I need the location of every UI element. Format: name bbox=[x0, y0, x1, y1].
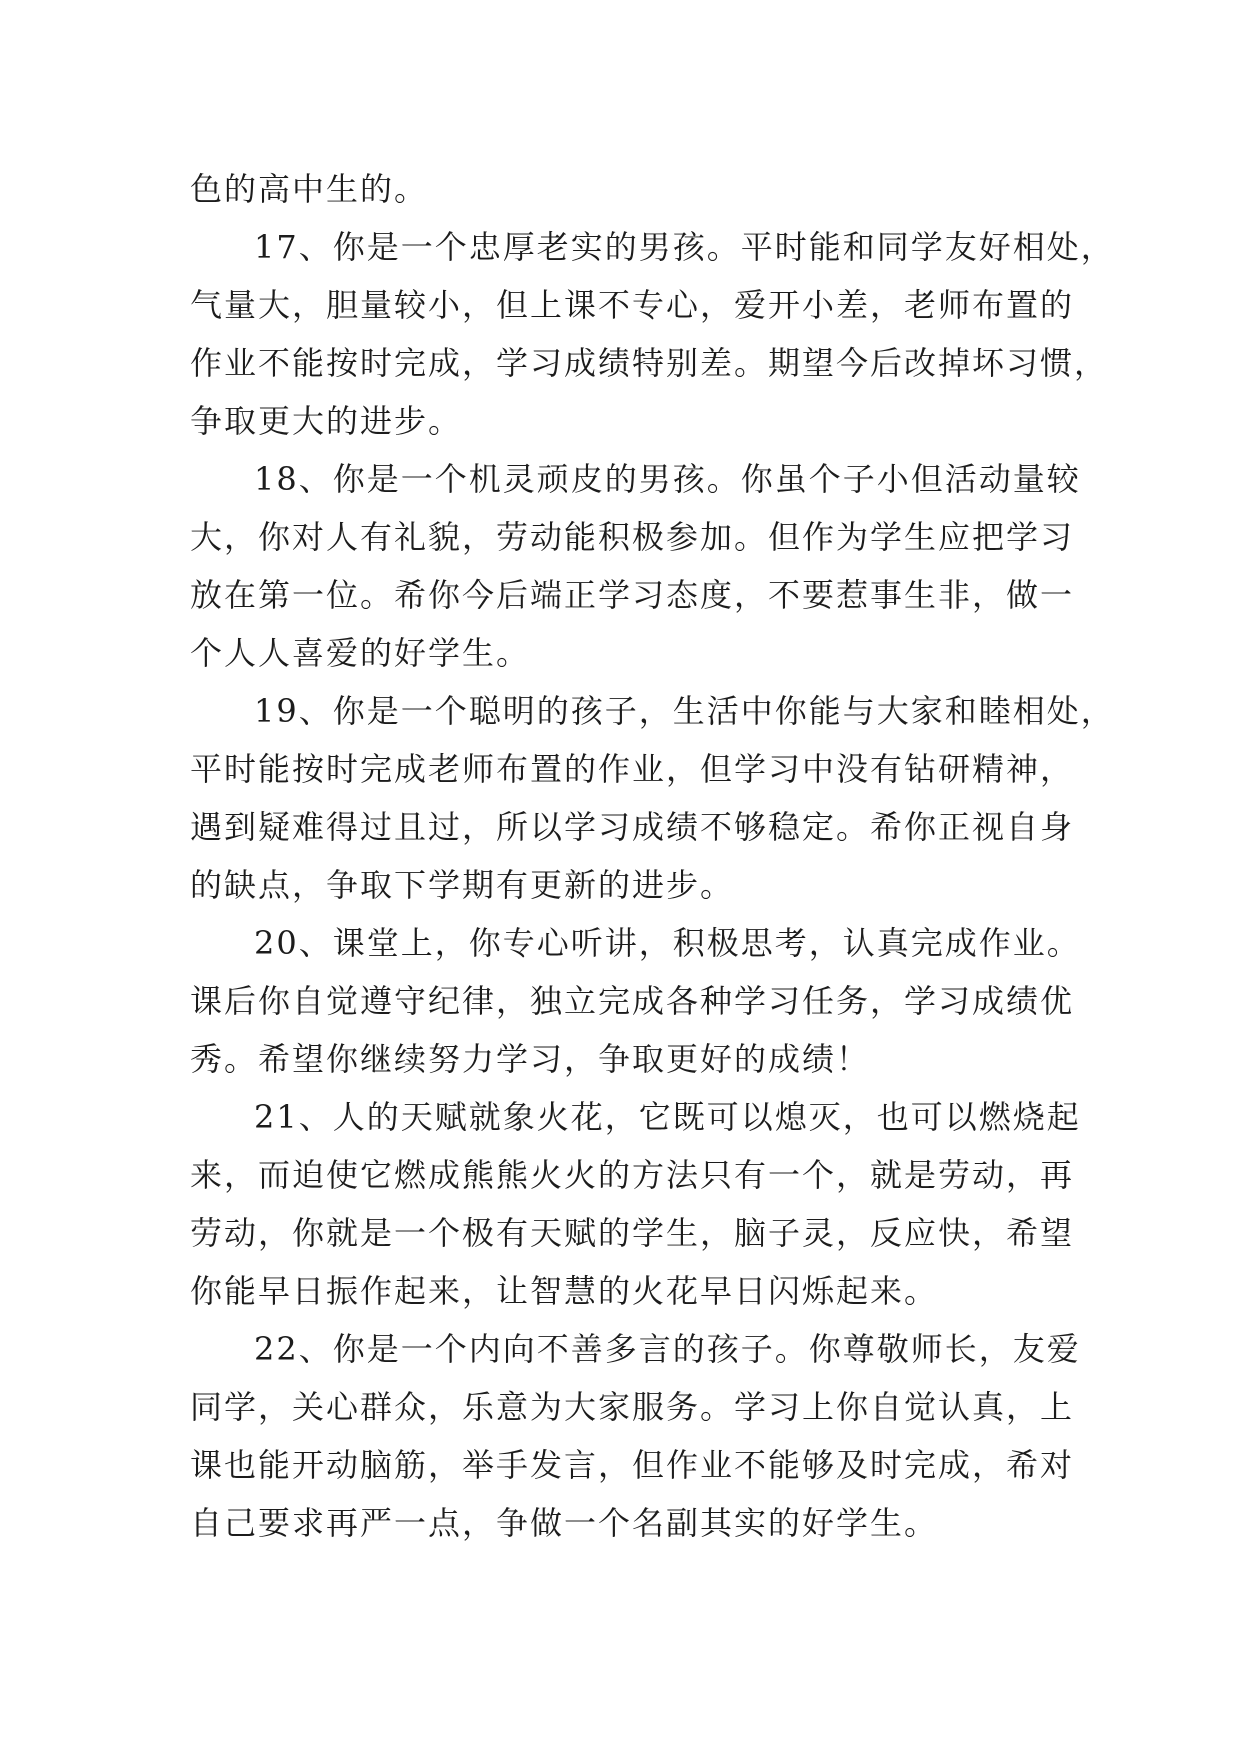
text-line: 22、你是一个内向不善多言的孩子。你尊敬师长，友爱 bbox=[254, 1330, 1081, 1368]
text-line: 作业不能按时完成，学习成绩特别差。期望今后改掉坏习惯， bbox=[190, 344, 1109, 382]
text-line: 课也能开动脑筋，举手发言，但作业不能够及时完成，希对 bbox=[190, 1446, 1075, 1484]
text-line: 18、你是一个机灵顽皮的男孩。你虽个子小但活动量较 bbox=[254, 460, 1081, 498]
text-line: 气量大，胆量较小，但上课不专心，爱开小差，老师布置的 bbox=[190, 286, 1075, 324]
text-line: 的缺点，争取下学期有更新的进步。 bbox=[190, 866, 735, 904]
text-line: 放在第一位。希你今后端正学习态度，不要惹事生非，做一 bbox=[190, 576, 1075, 614]
body-text bbox=[190, 160, 1115, 1552]
text-line: 20、课堂上，你专心听讲，积极思考，认真完成作业。 bbox=[254, 924, 1081, 962]
text-line: 同学，关心群众，乐意为大家服务。学习上你自觉认真，上 bbox=[190, 1388, 1075, 1426]
text-line: 色的高中生的。 bbox=[190, 170, 429, 208]
text-line: 遇到疑难得过且过，所以学习成绩不够稳定。希你正视自身 bbox=[190, 808, 1075, 846]
text-line: 19、你是一个聪明的孩子，生活中你能与大家和睦相处， bbox=[254, 692, 1115, 730]
text-line: 争取更大的进步。 bbox=[190, 402, 463, 440]
text-line: 个人人喜爱的好学生。 bbox=[190, 634, 531, 672]
text-line: 大，你对人有礼貌，劳动能积极参加。但作为学生应把学习 bbox=[190, 518, 1075, 556]
text-line: 劳动，你就是一个极有天赋的学生，脑子灵，反应快，希望 bbox=[190, 1214, 1075, 1252]
text-line: 自己要求再严一点，争做一个名副其实的好学生。 bbox=[190, 1504, 939, 1542]
text-line: 你能早日振作起来，让智慧的火花早日闪烁起来。 bbox=[190, 1272, 939, 1310]
text-line: 平时能按时完成老师布置的作业，但学习中没有钻研精神， bbox=[190, 750, 1075, 788]
text-line: 17、你是一个忠厚老实的男孩。平时能和同学友好相处， bbox=[254, 228, 1115, 266]
text-line: 来，而迫使它燃成熊熊火火的方法只有一个，就是劳动，再 bbox=[190, 1156, 1075, 1194]
text-line: 21、人的天赋就象火花，它既可以熄灭，也可以燃烧起 bbox=[254, 1098, 1081, 1136]
text-line: 秀。希望你继续努力学习，争取更好的成绩！ bbox=[190, 1040, 871, 1078]
text-line: 课后你自觉遵守纪律，独立完成各种学习任务，学习成绩优 bbox=[190, 982, 1075, 1020]
